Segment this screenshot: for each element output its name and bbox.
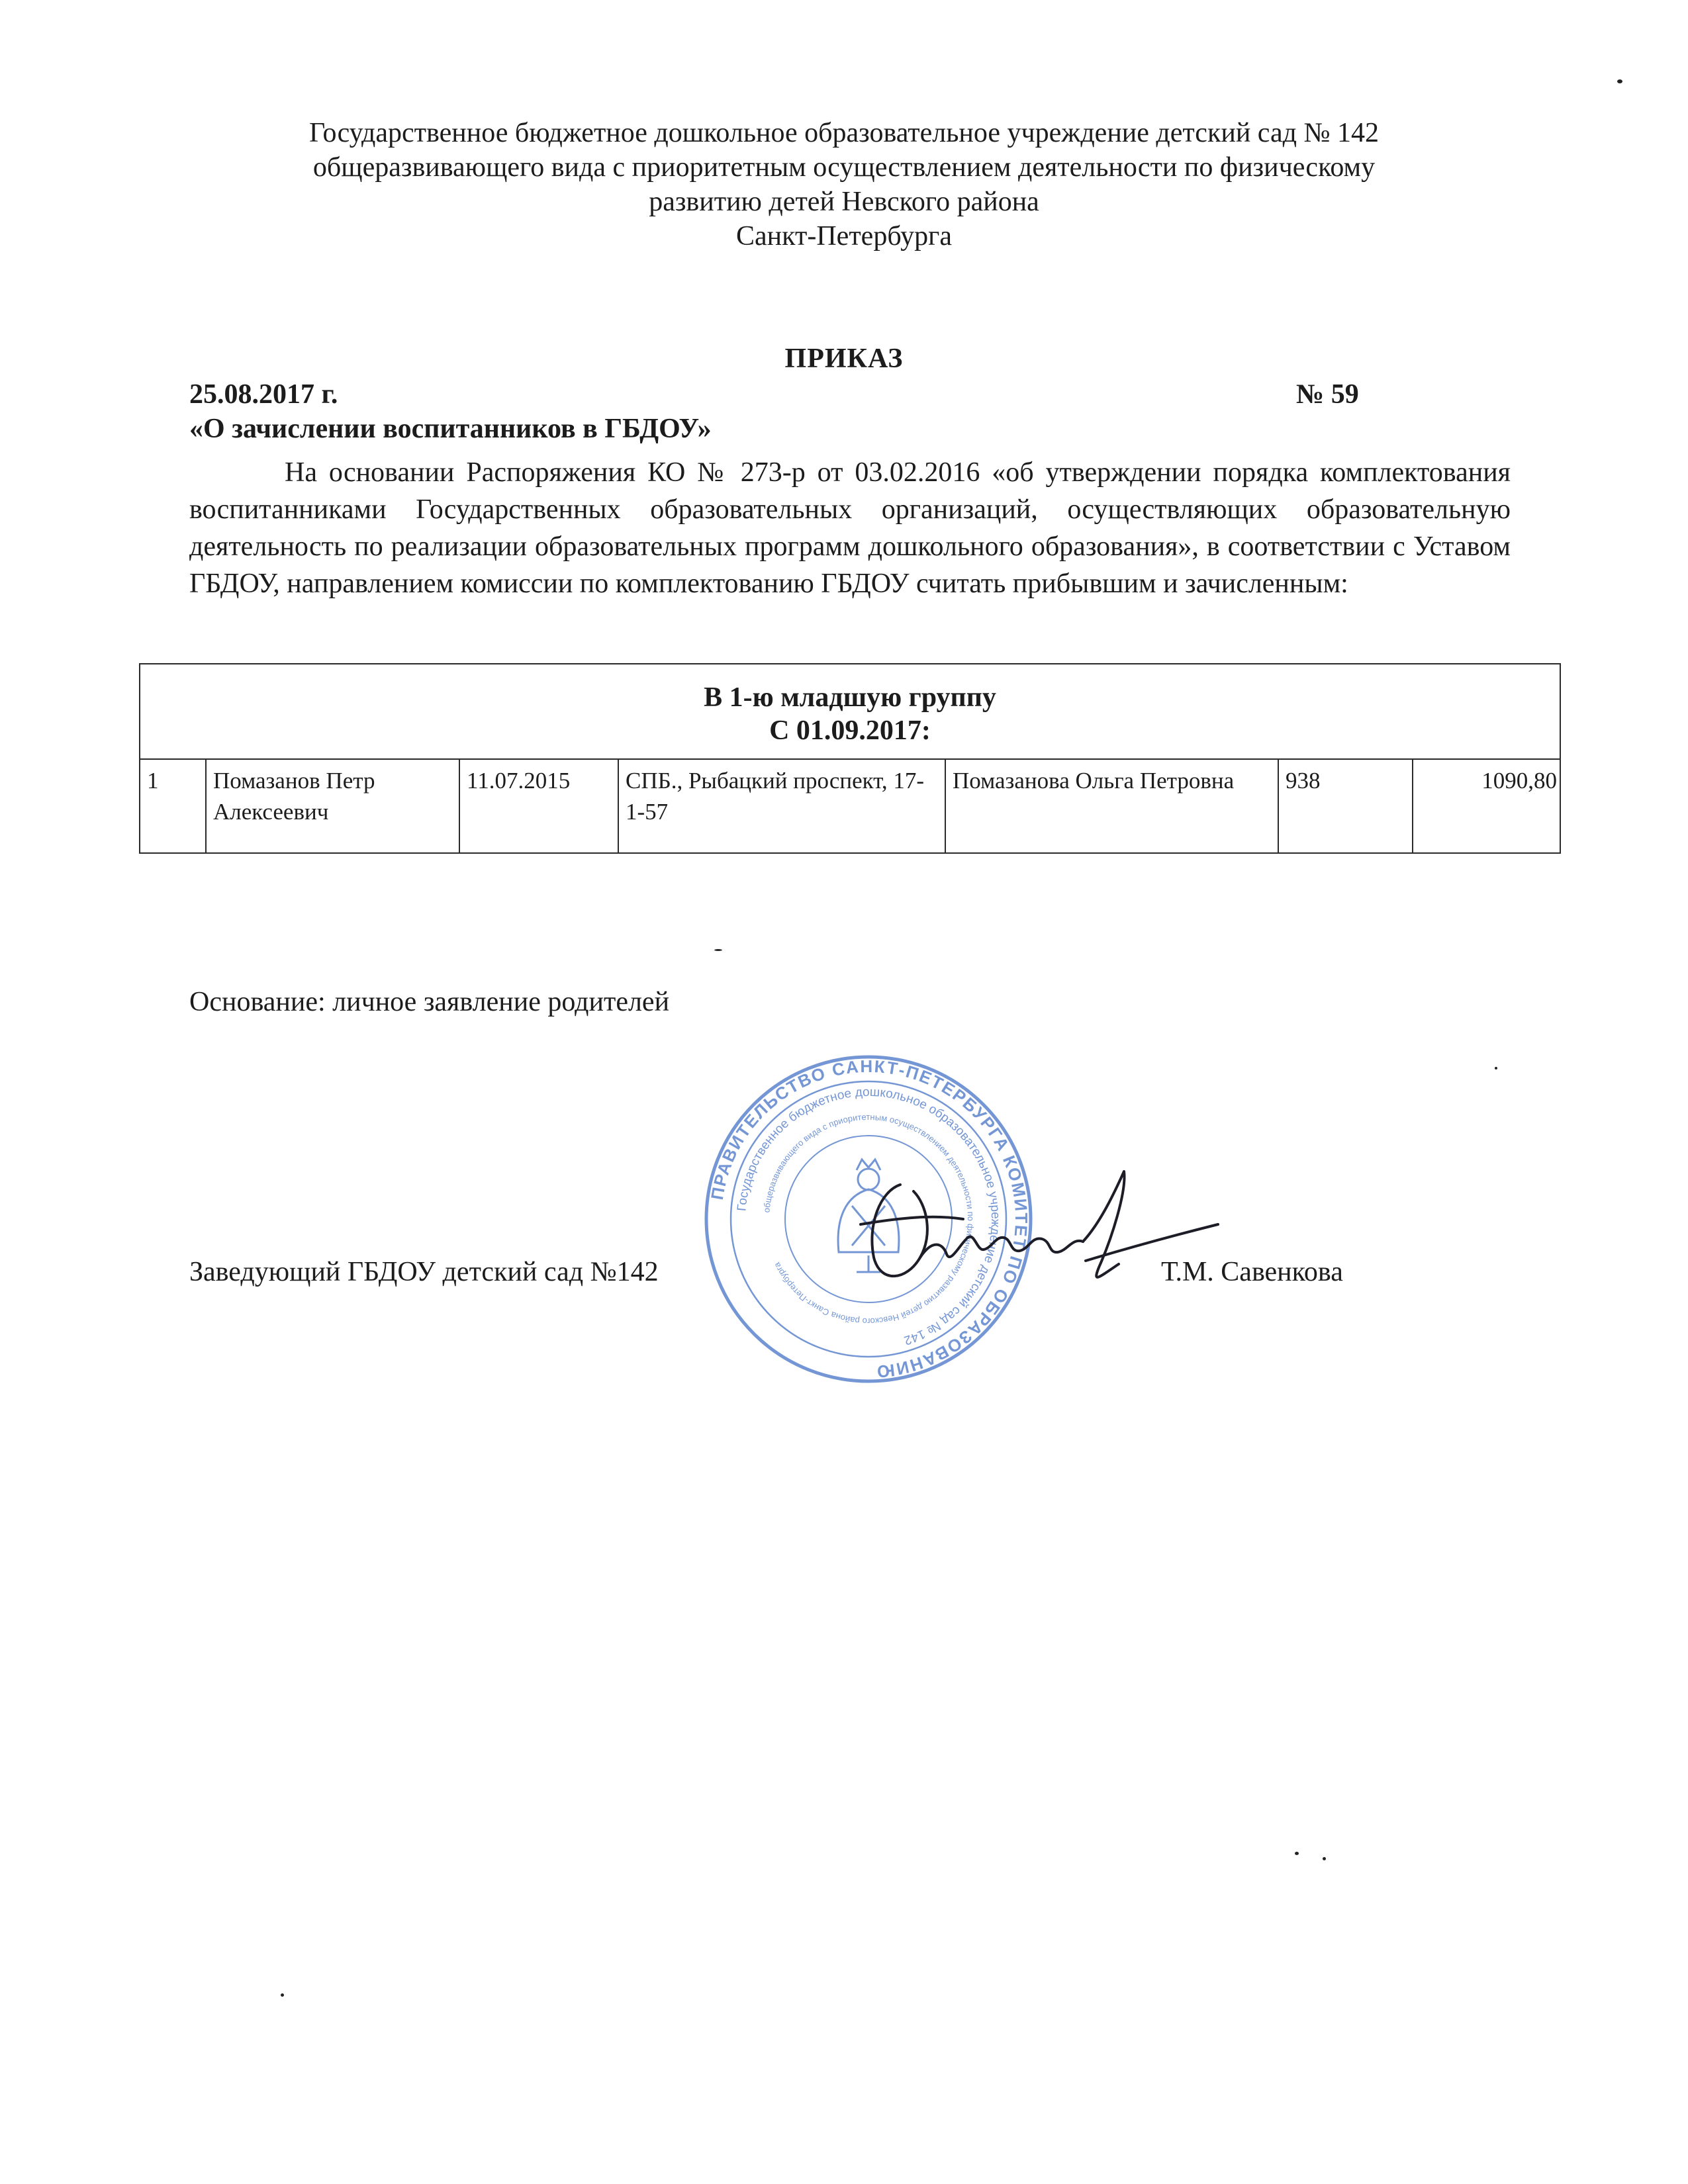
signatory-name: Т.М. Савенкова bbox=[1161, 1257, 1343, 1287]
organization-header bbox=[165, 116, 1523, 253]
scan-speck bbox=[1617, 79, 1622, 83]
organization-line: Государственное бюджетное дошкольное образовательное учреждение детский сад № 142 bbox=[308, 118, 1380, 148]
fee-amount: 1090,80 bbox=[1413, 759, 1560, 853]
parent-name: Помазанова Ольга Петровна bbox=[945, 759, 1278, 853]
record-code: 938 bbox=[1278, 759, 1413, 853]
group-header bbox=[140, 664, 1560, 759]
home-address: СПБ., Рыбацкий проспект, 17-1-57 bbox=[618, 759, 945, 853]
scan-speck bbox=[1295, 1852, 1299, 1855]
child-name: Помазанов Петр Алексеевич bbox=[206, 759, 459, 853]
basis-note: Основание: личное заявление родителей bbox=[189, 987, 670, 1017]
scan-speck bbox=[1495, 1067, 1497, 1069]
svg-text:ПРАВИТЕЛЬСТВО САНКТ-ПЕТЕРБУРГА: ПРАВИТЕЛЬСТВО САНКТ-ПЕТЕРБУРГА КОМИТЕТ ПО ОБРАЗОВАНИЮ bbox=[706, 1056, 1032, 1383]
scan-speck bbox=[714, 949, 722, 951]
birth-date: 11.07.2015 bbox=[459, 759, 618, 853]
table-row bbox=[140, 759, 1560, 853]
svg-text:Государственное бюджетное дошк: Государственное бюджетное дошкольное образовательное учреждение детский сад № 142 bbox=[735, 1085, 1003, 1347]
order-number: № 59 bbox=[1296, 379, 1359, 410]
handwritten-signature bbox=[821, 1145, 1231, 1317]
group-title: В 1-ю младшую группу bbox=[704, 682, 996, 713]
organization-city: Санкт-Петербурга bbox=[736, 221, 952, 251]
order-subject: «О зачислении воспитанников в ГБДОУ» bbox=[189, 414, 712, 444]
document-title: ПРИКАЗ bbox=[784, 343, 904, 374]
enrollment-table bbox=[139, 663, 1561, 854]
order-preamble: На основании Распоряжения КО № 273-р от 03.02.2016 «об утверждении порядка комплектования воспитанниками Государственных образовательных организаций, осуществляющих образовательную деятельность по реализации образовательных программ дошкольного образования», в соответствии с Уставом ГБДОУ, направлением комиссии по комплектованию ГБДОУ считать прибывшим и зачисленным: bbox=[189, 457, 1511, 599]
svg-text:общеразвивающего вида с приори: общеразвивающего вида с приоритетным осуществлением деятельности по физическому развитию детей Невского района Санкт-Петербурга bbox=[761, 1111, 976, 1327]
row-number: 1 bbox=[140, 759, 206, 853]
organization-line: развитию детей Невского района bbox=[649, 187, 1039, 217]
group-start-date: С 01.09.2017: bbox=[769, 715, 931, 746]
scan-speck bbox=[281, 1993, 284, 1997]
signatory-position: Заведующий ГБДОУ детский сад №142 bbox=[189, 1257, 659, 1287]
order-date: 25.08.2017 г. bbox=[189, 379, 338, 410]
organization-line: общеразвивающего вида с приоритетным осуществлением деятельности по физическому bbox=[312, 152, 1376, 183]
scan-speck bbox=[1323, 1857, 1326, 1860]
